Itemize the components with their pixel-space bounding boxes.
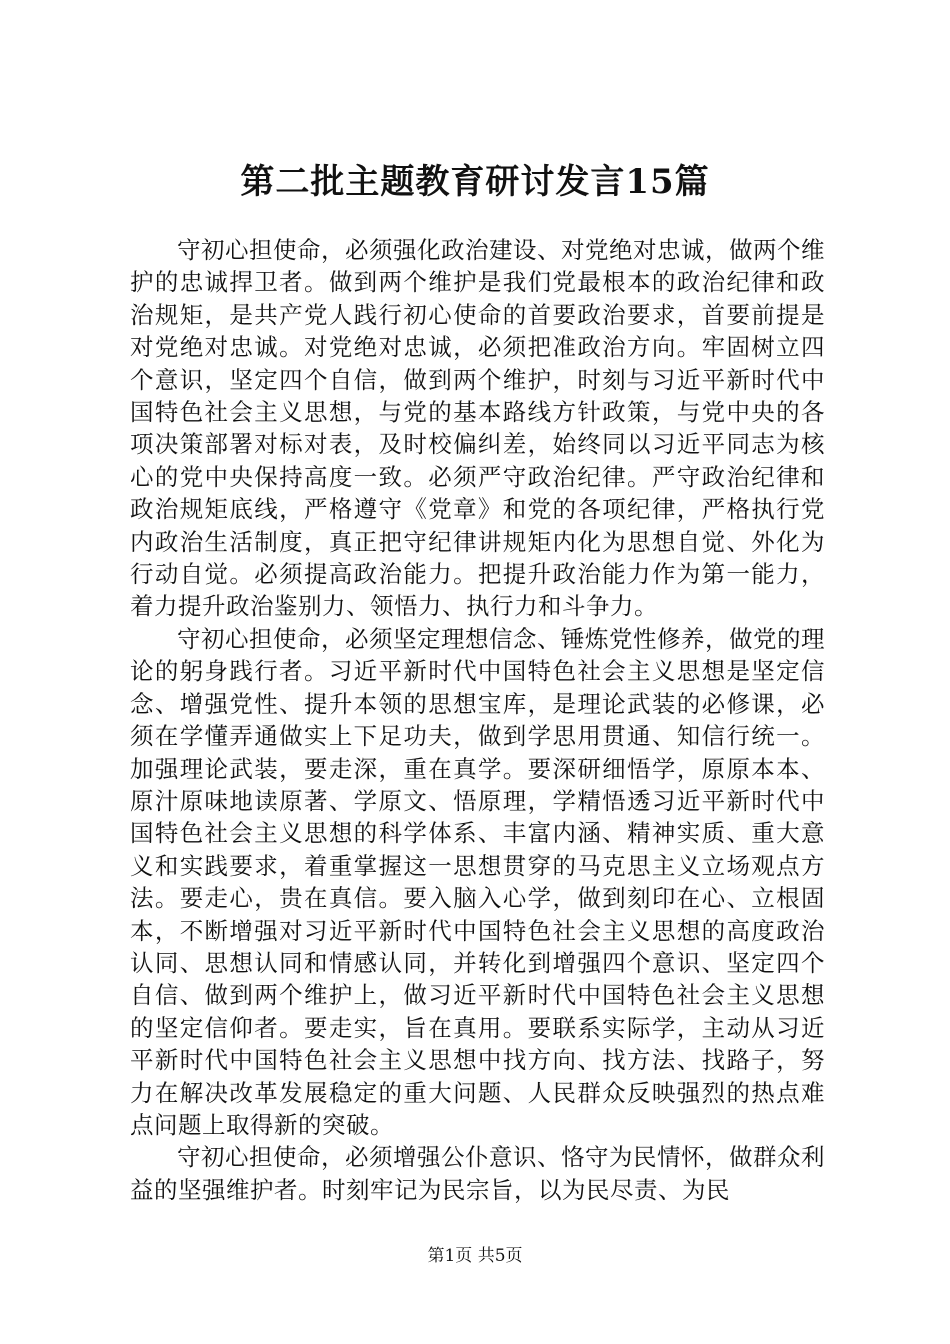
document-title: 第二批主题教育研讨发言15篇 [240, 162, 710, 202]
paragraph-1: 守初心担使命，必须强化政治建设、对党绝对忠诚，做两个维护的忠诚捍卫者。做到两个维护是我们党最根本的政治纪律和政治规矩，是共产党人践行初心使命的首要政治要求，首要前提是对党绝对忠诚。对党绝对忠诚，必须把准政治方向。牢固树立四个意识，坚定四个自信，做到两个维护，时刻与习近平新时代中国特色社会主义思想，与党的基本路线方针政策，与党中央的各项决策部署对标对表，及时校偏纠差，始终同以习近平同志为核心的党中央保持高度一致。必须严守政治纪律。严守政治纪律和政治规矩底线，严格遵守《党章》和党的各项纪律，严格执行党内政治生活制度，真正把守纪律讲规矩内化为思想自觉、外化为行动自觉。必须提高政治能力。把提升政治能力作为第一能力，着力提升政治鉴别力、领悟力、执行力和斗争力。 [130, 236, 825, 621]
document-body [130, 234, 825, 1206]
page-number-footer: 第1页 共5页 [427, 1246, 523, 1266]
paragraph-2: 守初心担使命，必须坚定理想信念、锤炼党性修养，做党的理论的躬身践行者。习近平新时代中国特色社会主义思想是坚定信念、增强党性、提升本领的思想宝库，是理论武装的必修课，必须在学懂弄通做实上下足功夫，做到学思用贯通、知信行统一。加强理论武装，要走深，重在真学。要深研细悟学，原原本本、原汁原味地读原著、学原文、悟原理，学精悟透习近平新时代中国特色社会主义思想的科学体系、丰富内涵、精神实质、重大意义和实践要求，着重掌握这一思想贯穿的马克思主义立场观点方法。要走心，贵在真信。要入脑入心学，做到刻印在心、立根固本，不断增强对习近平新时代中国特色社会主义思想的高度政治认同、思想认同和情感认同，并转化到增强四个意识、坚定四个自信、做到两个维护上，做习近平新时代中国特色社会主义思想的坚定信仰者。要走实，旨在真用。要联系实际学，主动从习近平新时代中国特色社会主义思想中找方向、找方法、找路子，努力在解决改革发展稳定的重大问题、人民群众反映强烈的热点难点问题上取得新的突破。 [130, 624, 825, 1139]
paragraph-3: 守初心担使命，必须增强公仆意识、恪守为民情怀，做群众利益的坚强维护者。时刻牢记为民宗旨，以为民尽责、为民 [130, 1143, 825, 1204]
